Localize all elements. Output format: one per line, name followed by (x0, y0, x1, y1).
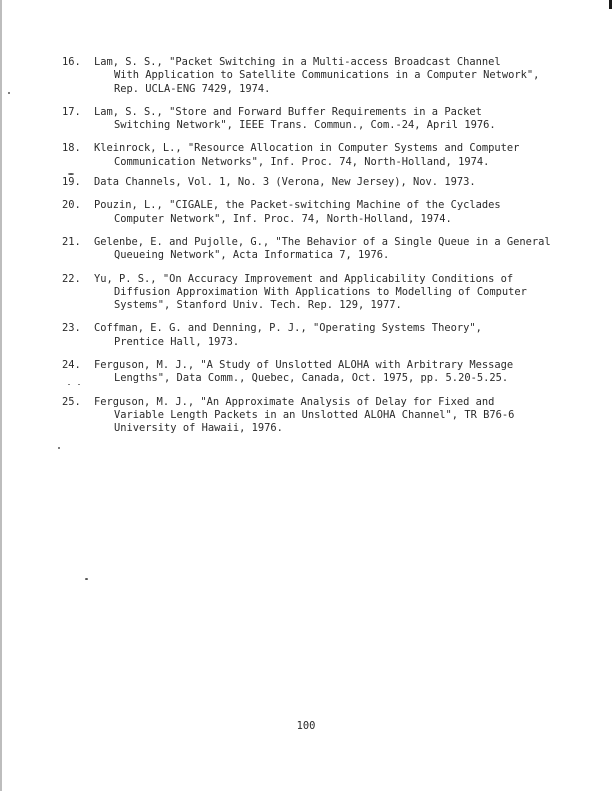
reference-list (62, 56, 602, 436)
page-number: 100 (296, 720, 316, 732)
reference-number: 23. (62, 322, 81, 335)
reference-text-line: Ferguson, M. J., "An Approximate Analysis of Delay for Fixed and (94, 395, 495, 408)
reference-text-line: Systems", Stanford Univ. Tech. Rep. 129, 1977. (114, 299, 402, 312)
reference-number: 24. (62, 359, 81, 372)
reference-entry (62, 273, 602, 313)
reference-text-line: Gelenbe, E. and Pujolle, G., "The Behavior of a Single Queue in a General (94, 235, 551, 248)
reference-text-line: Variable Length Packets in an Unslotted ALOHA Channel", TR B76-6 (114, 408, 515, 421)
reference-text-line: Communication Networks", Inf. Proc. 74, North-Holland, 1974. (114, 155, 490, 168)
scan-speck (85, 578, 88, 580)
reference-entry (62, 359, 602, 386)
reference-number: 18. (62, 142, 81, 155)
scan-edge-line (0, 0, 2, 791)
reference-number: 20. (62, 199, 81, 212)
reference-text-line: Ferguson, M. J., "A Study of Unslotted ALOHA with Arbitrary Message (94, 359, 514, 372)
scan-speck (78, 384, 80, 385)
reference-text-line: Data Channels, Vol. 1, No. 3 (Verona, New Jersey), Nov. 1973. (94, 176, 476, 189)
reference-text-line: Rep. UCLA-ENG 7429, 1974. (114, 82, 271, 95)
reference-text-line: Pouzin, L., "CIGALE, the Packet-switching Machine of the Cyclades (94, 199, 501, 212)
scan-speck (58, 447, 60, 449)
reference-number: 21. (62, 235, 81, 248)
reference-number: 25. (62, 395, 81, 408)
reference-entry (62, 322, 602, 349)
reference-entry (62, 176, 602, 189)
reference-text-line: Kleinrock, L., "Resource Allocation in Computer Systems and Computer (94, 142, 520, 155)
reference-text-line: Computer Network", Inf. Proc. 74, North-Holland, 1974. (114, 212, 452, 225)
reference-entry (62, 106, 602, 133)
scan-speck (68, 173, 74, 175)
reference-number: 16. (62, 56, 81, 68)
reference-text-line: Queueing Network", Acta Informatica 7, 1976. (114, 249, 390, 262)
reference-entry (62, 142, 602, 169)
reference-text-line: Switching Network", IEEE Trans. Commun., Com.-24, April 1976. (114, 119, 496, 132)
reference-number: 19. (62, 176, 81, 189)
reference-text-line: Lam, S. S., "Packet Switching in a Multi-access Broadcast Channel (94, 56, 501, 68)
reference-entry (62, 236, 602, 263)
scan-speck (8, 92, 10, 94)
reference-text-line: Lengths", Data Comm., Quebec, Canada, Oct. 1975, pp. 5.20-5.25. (114, 372, 509, 385)
reference-entry (62, 396, 602, 436)
reference-entry (62, 199, 602, 226)
reference-text-line: Coffman, E. G. and Denning, P. J., "Operating Systems Theory", (94, 322, 482, 335)
reference-text-line: Yu, P. S., "On Accuracy Improvement and Applicability Conditions of (94, 272, 514, 285)
reference-text-line: Diffusion Approximation With Applications to Modelling of Computer (114, 285, 527, 298)
reference-text-line: Lam, S. S., "Store and Forward Buffer Requirements in a Packet (94, 105, 482, 118)
reference-entry (62, 56, 602, 96)
reference-text-line: University of Hawaii, 1976. (114, 422, 283, 435)
reference-number: 17. (62, 105, 81, 118)
scan-speck (68, 384, 70, 385)
reference-text-line: Prentice Hall, 1973. (114, 335, 240, 348)
reference-text-line: With Application to Satellite Communications in a Computer Network", (114, 69, 540, 82)
reference-number: 22. (62, 272, 81, 285)
